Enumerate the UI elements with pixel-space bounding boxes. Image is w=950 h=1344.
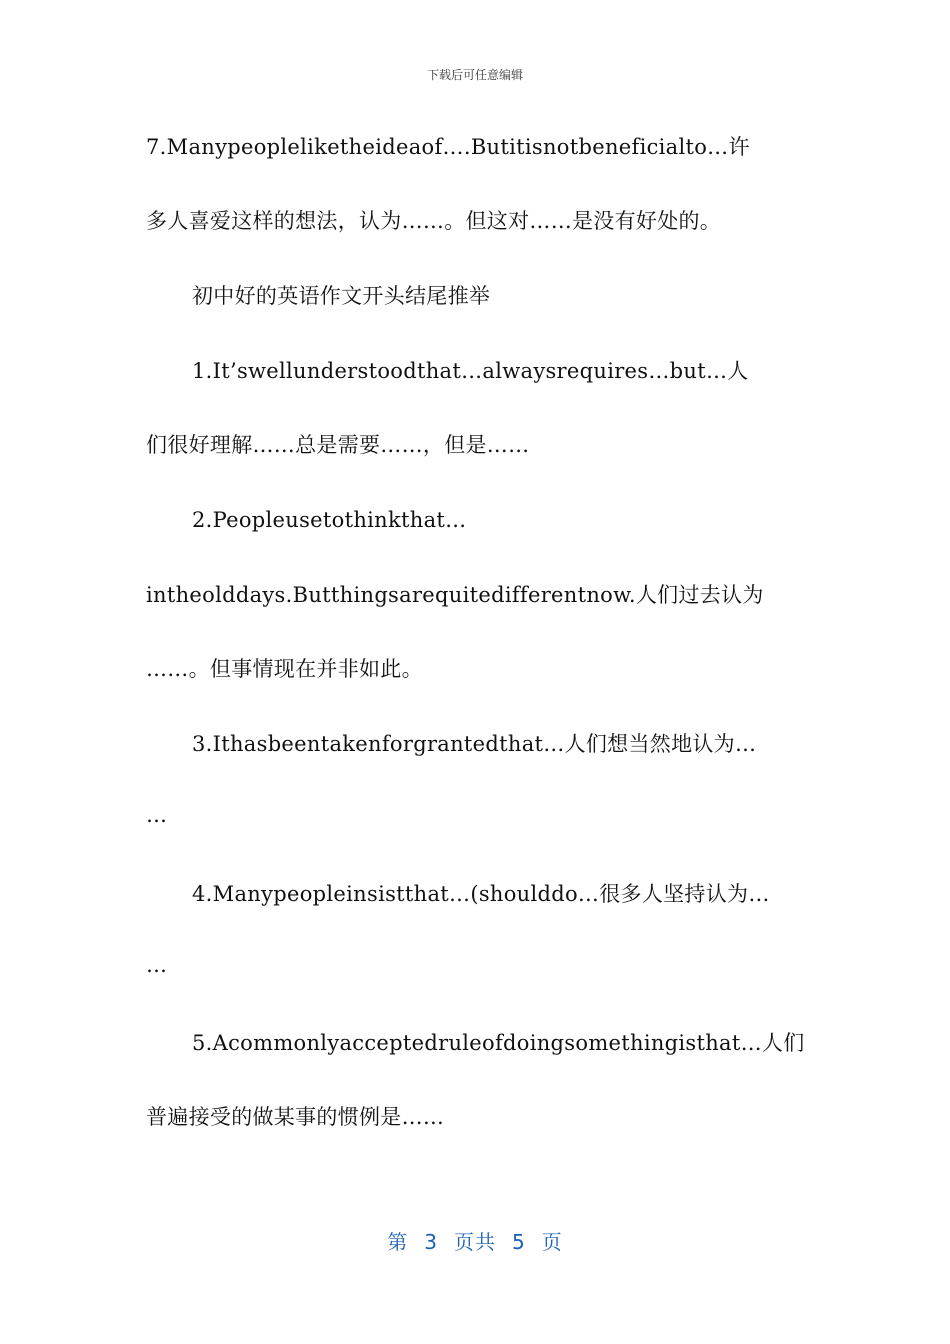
text-line-4: 1.It’swellunderstoodthat…alwaysrequires…but…人 xyxy=(192,359,749,383)
footer-suffix: 页 xyxy=(541,1230,563,1254)
footer-current-page: 3 xyxy=(424,1230,438,1254)
text-line-9: 3.Ithasbeentakenforgrantedthat…人们想当然地认为… xyxy=(192,732,757,756)
text-line-13: 5.Acommonlyacceptedruleofdoingsomethingisthat…人们 xyxy=(192,1031,805,1055)
text-line-6: 2.Peopleusetothinkthat… xyxy=(192,508,467,532)
text-line-10: … xyxy=(146,803,168,827)
section-heading: 初中好的英语作文开头结尾推举 xyxy=(192,284,491,308)
text-line-7: intheolddays.Butthingsarequitedifferentnow.人们过去认为 xyxy=(146,583,764,607)
text-line-12: … xyxy=(146,953,168,977)
page-footer xyxy=(0,1226,950,1255)
text-line-8: ……。但事情现在并非如此。 xyxy=(146,657,423,681)
text-line-14: 普遍接受的做某事的惯例是…… xyxy=(146,1105,445,1129)
page-header-note: 下载后可任意编辑 xyxy=(426,68,523,82)
footer-prefix: 第 xyxy=(387,1230,409,1254)
footer-total-pages: 5 xyxy=(512,1230,526,1254)
text-line-1: 7.Manypeopleliketheideaof….Butitisnotbeneficialto…许 xyxy=(146,135,750,159)
text-line-11: 4.Manypeopleinsistthat…(shoulddo…很多人坚持认为… xyxy=(192,882,770,906)
text-line-5: 们很好理解……总是需要……，但是…… xyxy=(146,433,530,457)
footer-middle: 页共 xyxy=(454,1230,496,1254)
text-line-2: 多人喜爱这样的想法，认为……。但这对……是没有好处的。 xyxy=(146,209,722,233)
